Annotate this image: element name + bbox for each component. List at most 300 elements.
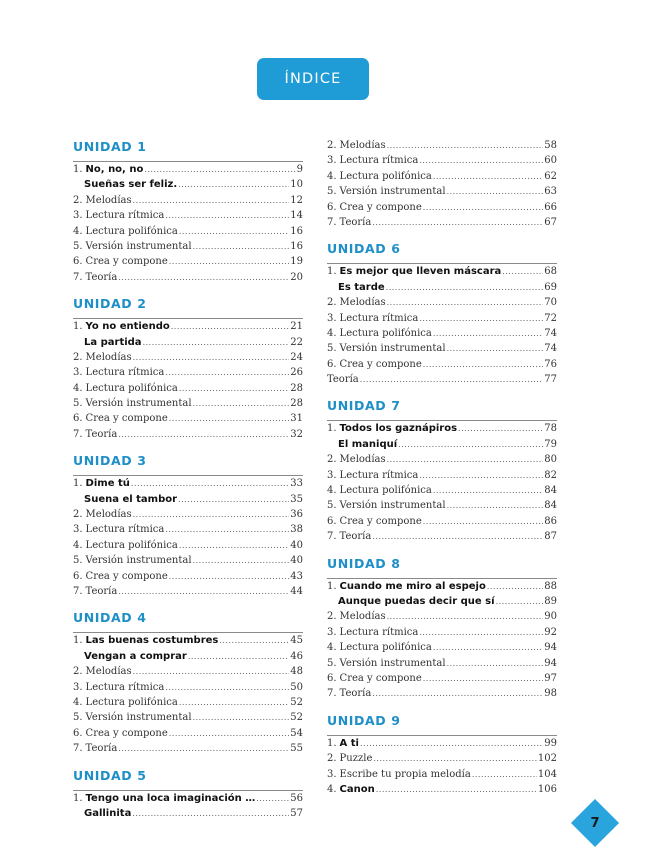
toc-unit (327, 397, 557, 544)
entry-page: 54 (290, 727, 303, 739)
dot-leader (360, 736, 543, 751)
dot-leader (419, 153, 543, 168)
entry-page: 66 (544, 201, 557, 213)
dot-leader (419, 468, 543, 483)
index-title: ÍNDICE (284, 71, 342, 87)
dot-leader (496, 594, 544, 609)
entry-page: 22 (290, 336, 303, 348)
toc-entry[interactable] (73, 806, 303, 821)
dot-leader (433, 483, 543, 498)
entry-page: 94 (544, 657, 557, 669)
toc-entry[interactable] (327, 656, 557, 671)
entry-page: 90 (544, 611, 557, 623)
dot-leader (132, 806, 289, 821)
toc-entry[interactable] (73, 507, 303, 522)
dot-leader (165, 680, 289, 695)
toc-entry[interactable] (73, 522, 303, 537)
dot-leader (423, 357, 544, 372)
entry-page: 74 (544, 343, 557, 355)
toc-entry[interactable] (73, 710, 303, 725)
entry-number: 5. (73, 712, 83, 724)
entry-number: 3. (73, 367, 83, 379)
entry-page: 88 (544, 580, 557, 592)
entry-title: Lectura rítmica (339, 155, 419, 167)
entry-title: Crea y compone (339, 515, 422, 527)
toc-entry[interactable] (327, 295, 557, 310)
toc-entry[interactable] (327, 437, 557, 452)
entry-number: 2. (327, 753, 337, 765)
toc-entry[interactable] (327, 514, 557, 529)
entry-page: 16 (290, 225, 303, 237)
entry-number: 6. (327, 201, 337, 213)
entry-page: 99 (544, 737, 557, 749)
dot-leader (447, 498, 544, 513)
toc-entry[interactable] (327, 280, 557, 295)
entry-title: Lectura polifónica (339, 327, 432, 339)
dot-leader (502, 264, 543, 279)
entry-page: 14 (290, 210, 303, 222)
toc-entry[interactable] (327, 138, 557, 153)
toc-entry[interactable] (73, 569, 303, 584)
entry-number: 6. (73, 413, 83, 425)
entry-title: Crea y compone (339, 201, 422, 213)
entry-title: Crea y compone (85, 256, 168, 268)
toc-unit (327, 138, 557, 230)
dot-leader (188, 649, 289, 664)
dot-leader (169, 411, 290, 426)
toc-unit (327, 712, 557, 798)
dot-leader (165, 208, 289, 223)
entry-title: Lectura rítmica (85, 681, 165, 693)
toc-entry[interactable] (327, 311, 557, 326)
entry-title: Tengo una loca imaginación … (85, 792, 256, 804)
entry-number: 3. (327, 469, 337, 481)
entry-page: 78 (544, 423, 557, 435)
entry-title: Es tarde (338, 281, 385, 293)
dot-leader (423, 200, 544, 215)
unit-entries (327, 735, 557, 798)
toc-entry[interactable] (327, 326, 557, 341)
entry-title: Las buenas costumbres (85, 635, 219, 647)
toc-entry[interactable] (73, 633, 303, 648)
dot-leader (169, 569, 290, 584)
toc-entry[interactable] (73, 162, 303, 177)
toc-entry[interactable] (327, 767, 557, 782)
dot-leader (387, 452, 544, 467)
toc-unit (73, 138, 303, 285)
toc-entry[interactable] (73, 427, 303, 442)
entry-title: La partida (84, 336, 142, 348)
toc-entry[interactable] (73, 741, 303, 756)
unit-entries (327, 420, 557, 544)
page-number: 7 (590, 815, 600, 831)
toc-entry[interactable] (327, 625, 557, 640)
toc-entry[interactable] (73, 177, 303, 192)
toc-entry[interactable] (73, 411, 303, 426)
entry-number: 2. (327, 454, 337, 466)
entry-page: 32 (290, 428, 303, 440)
dot-leader (179, 224, 289, 239)
entry-page: 104 (537, 768, 557, 780)
toc-entry[interactable] (73, 381, 303, 396)
entry-page: 79 (544, 438, 557, 450)
unit-entries (327, 578, 557, 702)
toc-entry[interactable] (327, 357, 557, 372)
entry-number: 6. (327, 358, 337, 370)
dot-leader (193, 239, 290, 254)
entry-title: Melodías (339, 454, 386, 466)
toc-entry[interactable] (73, 350, 303, 365)
toc-entry[interactable] (327, 452, 557, 467)
dot-leader (373, 751, 537, 766)
entry-number: 7. (327, 531, 337, 543)
entry-page: 89 (544, 595, 557, 607)
toc-entry[interactable] (73, 664, 303, 679)
toc-entry[interactable] (327, 200, 557, 215)
dot-leader (193, 396, 290, 411)
toc-entry[interactable] (73, 239, 303, 254)
entry-page: 77 (544, 374, 557, 386)
toc-entry[interactable] (73, 476, 303, 491)
toc-entry[interactable] (327, 184, 557, 199)
dot-leader (118, 270, 289, 285)
entry-page: 60 (544, 155, 557, 167)
entry-page: 74 (544, 327, 557, 339)
dot-leader (487, 579, 543, 594)
entry-title: Lectura rítmica (85, 524, 165, 536)
dot-leader (133, 193, 290, 208)
entry-page: 68 (544, 266, 557, 278)
entry-number: 3. (327, 768, 337, 780)
dot-leader (433, 169, 543, 184)
unit-entries (327, 138, 557, 230)
toc-unit (327, 240, 557, 387)
dot-leader (472, 767, 537, 782)
toc-entry[interactable] (73, 270, 303, 285)
dot-leader (387, 295, 544, 310)
entry-title: Lectura polifónica (85, 539, 178, 551)
entry-page: 86 (544, 515, 557, 527)
entry-number: 3. (327, 155, 337, 167)
entry-title: Melodías (85, 666, 132, 678)
dot-leader (118, 741, 289, 756)
entry-page: 40 (290, 539, 303, 551)
toc-entry[interactable] (327, 640, 557, 655)
entry-page: 28 (290, 382, 303, 394)
entry-page: 38 (290, 524, 303, 536)
toc-entry[interactable] (73, 254, 303, 269)
entry-page: 24 (290, 351, 303, 363)
entry-page: 43 (290, 570, 303, 582)
entry-title: Cuando me miro al espejo (339, 580, 486, 592)
dot-leader (169, 254, 290, 269)
entry-page: 97 (544, 672, 557, 684)
entry-title: Teoría (85, 271, 118, 283)
toc-entry[interactable] (327, 483, 557, 498)
dot-leader (178, 492, 289, 507)
entry-title: Versión instrumental (85, 555, 192, 567)
dot-leader (360, 372, 543, 387)
entry-number: 3. (327, 626, 337, 638)
entry-title: Lectura rítmica (339, 469, 419, 481)
toc-entry[interactable] (327, 782, 557, 797)
entry-number: 7. (327, 216, 337, 228)
entry-number: 1. (327, 266, 337, 278)
toc-entry[interactable] (73, 492, 303, 507)
dot-leader (133, 664, 290, 679)
entry-number: 5. (327, 186, 337, 198)
entry-title: Crea y compone (85, 413, 168, 425)
toc-entry[interactable] (73, 680, 303, 695)
toc-entry[interactable] (73, 584, 303, 599)
toc-entry[interactable] (327, 736, 557, 751)
entry-number: 7. (73, 271, 83, 283)
entry-page: 12 (290, 194, 303, 206)
dot-leader (387, 138, 544, 153)
toc-entry[interactable] (73, 649, 303, 664)
dot-leader (193, 553, 290, 568)
dot-leader (387, 609, 544, 624)
entry-title: Teoría (339, 531, 372, 543)
dot-leader (419, 311, 543, 326)
entry-title: Dime tú (85, 478, 130, 490)
toc-entry[interactable] (73, 335, 303, 350)
dot-leader (169, 726, 290, 741)
entry-page: 84 (544, 485, 557, 497)
dot-leader (447, 184, 544, 199)
toc-entry[interactable] (73, 193, 303, 208)
entry-title: Lectura rítmica (339, 626, 419, 638)
entry-number: 4. (327, 783, 337, 795)
toc-entry[interactable] (327, 468, 557, 483)
entry-title: Versión instrumental (339, 657, 446, 669)
toc-entry[interactable] (327, 671, 557, 686)
unit-entries (327, 263, 557, 387)
entry-title: Melodías (339, 140, 386, 151)
toc-entry[interactable] (73, 791, 303, 806)
entry-page: 94 (544, 642, 557, 654)
toc-entry[interactable] (327, 169, 557, 184)
unit-heading: UNIDAD 2 (73, 296, 147, 312)
toc-entry[interactable] (73, 208, 303, 223)
toc-entry[interactable] (327, 594, 557, 609)
entry-title: Yo no entiendo (85, 321, 170, 333)
entry-page: 57 (290, 807, 303, 819)
entry-title: Teoría (85, 743, 118, 755)
dot-leader (144, 162, 295, 177)
dot-leader (458, 421, 543, 436)
entry-page: 82 (544, 469, 557, 481)
toc-entry[interactable] (73, 553, 303, 568)
dot-leader (133, 350, 290, 365)
toc-entry[interactable] (327, 609, 557, 624)
entry-title: Melodías (339, 297, 386, 309)
entry-number: 1. (73, 478, 83, 490)
entry-page: 80 (544, 454, 557, 466)
toc-entry[interactable] (327, 153, 557, 168)
toc-entry[interactable] (327, 372, 557, 387)
entry-page: 48 (290, 666, 303, 678)
entry-number: 5. (73, 240, 83, 252)
entry-title: Lectura polifónica (339, 642, 432, 654)
entry-number: 5. (327, 657, 337, 669)
toc-entry[interactable] (73, 538, 303, 553)
dot-leader (165, 522, 289, 537)
entry-page: 31 (290, 413, 303, 425)
entry-page: 40 (290, 555, 303, 567)
dot-leader (419, 625, 543, 640)
entry-page: 46 (290, 650, 303, 662)
entry-number: 4. (327, 642, 337, 654)
dot-leader (372, 529, 543, 544)
entry-page: 9 (296, 164, 303, 175)
unit-heading: UNIDAD 7 (327, 398, 401, 414)
toc-entry[interactable] (327, 421, 557, 436)
entry-page: 50 (290, 681, 303, 693)
unit-heading: UNIDAD 3 (73, 453, 147, 469)
entry-number: 2. (73, 351, 83, 363)
entry-number: 4. (327, 327, 337, 339)
entry-number: 1. (327, 423, 337, 435)
dot-leader (256, 791, 289, 806)
entry-page: 33 (290, 478, 303, 490)
entry-number: 3. (73, 681, 83, 693)
entry-page: 21 (290, 321, 303, 333)
toc-entry[interactable] (73, 726, 303, 741)
entry-number: 2. (327, 140, 337, 151)
entry-page: 16 (290, 240, 303, 252)
dot-leader (423, 514, 544, 529)
entry-number: 6. (327, 672, 337, 684)
toc-entry[interactable] (327, 215, 557, 230)
toc-entry[interactable] (73, 396, 303, 411)
dot-leader (165, 365, 289, 380)
entry-title: Vengan a comprar (84, 650, 187, 662)
entry-page: 67 (544, 216, 557, 228)
entry-number: 7. (73, 428, 83, 440)
toc-left-column (73, 138, 303, 821)
entry-title: Versión instrumental (339, 500, 446, 512)
dot-leader (171, 319, 290, 334)
entry-page: 26 (290, 367, 303, 379)
toc-entry[interactable] (327, 341, 557, 356)
entry-title: Todos los gaznápiros (339, 423, 458, 435)
entry-title: Melodías (339, 611, 386, 623)
unit-entries (73, 475, 303, 599)
entry-title: Crea y compone (339, 672, 422, 684)
unit-heading: UNIDAD 9 (327, 712, 401, 728)
unit-heading: UNIDAD 1 (73, 139, 147, 154)
unit-entries (73, 318, 303, 442)
entry-title: Lectura rítmica (339, 312, 419, 324)
entry-number: 1. (73, 635, 83, 647)
entry-number: 3. (327, 312, 337, 324)
entry-page: 72 (544, 312, 557, 324)
entry-title: Lectura polifónica (85, 382, 178, 394)
dot-leader (433, 640, 543, 655)
unit-heading: UNIDAD 5 (73, 767, 147, 783)
entry-title: Versión instrumental (339, 343, 446, 355)
entry-number: 6. (327, 515, 337, 527)
entry-page: 63 (544, 186, 557, 198)
dot-leader (131, 476, 289, 491)
entry-number: 4. (327, 485, 337, 497)
entry-page: 70 (544, 297, 557, 309)
entry-title: Teoría (339, 688, 372, 700)
entry-title: A ti (339, 737, 359, 749)
entry-page: 102 (537, 753, 557, 765)
entry-number: 6. (73, 727, 83, 739)
entry-number: 7. (73, 585, 83, 597)
entry-title: Sueñas ser feliz. (84, 179, 178, 191)
entry-number: 6. (73, 570, 83, 582)
entry-title: Melodías (85, 509, 132, 521)
toc-unit (73, 767, 303, 822)
entry-title: Teoría (85, 585, 118, 597)
entry-page: 55 (290, 743, 303, 755)
entry-page: 52 (290, 696, 303, 708)
dot-leader (386, 280, 544, 295)
entry-title: Es mejor que lleven máscara (339, 266, 502, 278)
toc-unit (73, 295, 303, 442)
entry-page: 69 (544, 281, 557, 293)
toc-entry[interactable] (327, 529, 557, 544)
unit-heading: UNIDAD 8 (327, 555, 401, 571)
entry-title: Teoría (85, 428, 118, 440)
dot-leader (433, 326, 543, 341)
entry-page: 106 (537, 783, 557, 795)
dot-leader (179, 538, 289, 553)
toc-entry[interactable] (327, 686, 557, 701)
toc-entry[interactable] (327, 498, 557, 513)
unit-heading: UNIDAD 6 (327, 241, 401, 257)
entry-title: Crea y compone (339, 358, 422, 370)
entry-title: El maniquí (338, 438, 398, 450)
entry-number: 1. (73, 164, 83, 175)
dot-leader (178, 177, 289, 192)
toc-entry[interactable] (73, 365, 303, 380)
dot-leader (179, 381, 289, 396)
dot-leader (447, 341, 544, 356)
entry-page: 35 (290, 493, 303, 505)
entry-page: 44 (290, 585, 303, 597)
entry-number: 7. (327, 688, 337, 700)
entry-number: 2. (327, 297, 337, 309)
entry-page: 92 (544, 626, 557, 638)
entry-number: 2. (327, 611, 337, 623)
entry-number: 2. (73, 666, 83, 678)
entry-title: Teoría (339, 216, 372, 228)
entry-title: Puzzle (339, 753, 373, 765)
dot-leader (423, 671, 544, 686)
entry-number: 4. (73, 225, 83, 237)
toc-right-column (327, 138, 557, 797)
entry-title: Suena el tambor (84, 493, 178, 505)
dot-leader (133, 507, 290, 522)
entry-title: Aunque puedas decir que sí (338, 595, 495, 607)
toc-unit (327, 555, 557, 702)
toc-entry[interactable] (73, 224, 303, 239)
entry-number: 4. (73, 539, 83, 551)
toc-entry[interactable] (327, 751, 557, 766)
toc-entry[interactable] (73, 695, 303, 710)
toc-entry[interactable] (327, 264, 557, 279)
dot-leader (118, 427, 289, 442)
toc-entry[interactable] (73, 319, 303, 334)
toc-entry[interactable] (327, 579, 557, 594)
entry-title: Versión instrumental (85, 712, 192, 724)
entry-page: 84 (544, 500, 557, 512)
